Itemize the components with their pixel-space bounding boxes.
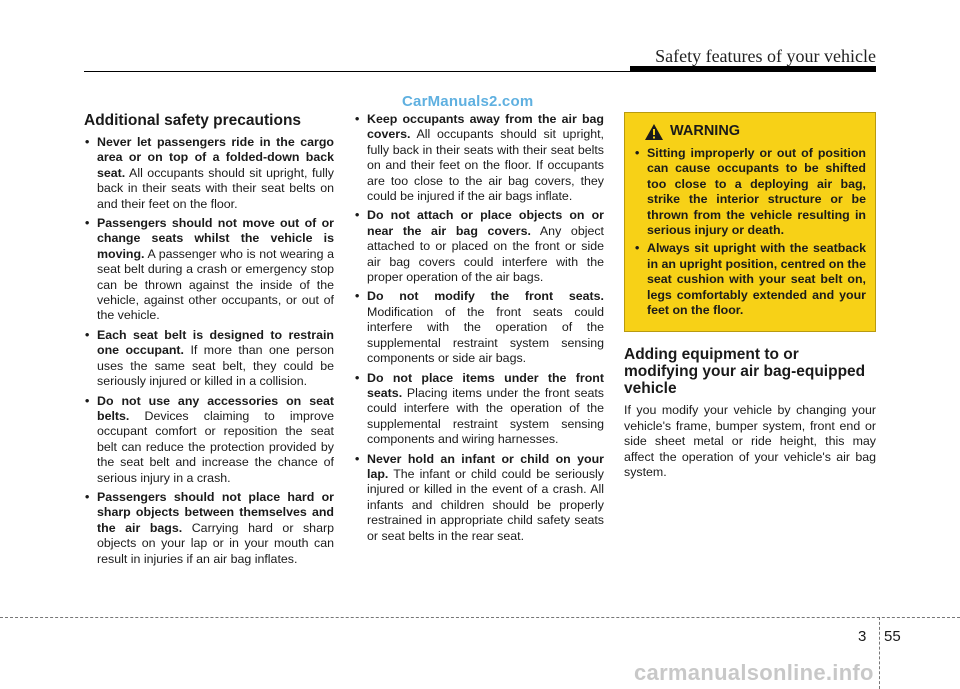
list-item: • Sitting improperly or out of position can cause occupants to be shifted too close to a deploying air bag, strike the interior structure or be thrown from the vehicle resulting in serious injury or death. bbox=[634, 146, 866, 238]
item-bold: Do not use any accessories on seat belts. bbox=[97, 393, 334, 423]
warning-list bbox=[634, 146, 866, 318]
item-bold: Never hold an infant or child on your lap. bbox=[367, 451, 604, 481]
list-item bbox=[84, 216, 334, 324]
header-title: Safety features of your vehicle bbox=[655, 46, 876, 66]
watermark-bottom: carmanualsonline.info bbox=[634, 660, 874, 685]
item-bold: Each seat belt is designed to restrain one occupant. bbox=[97, 327, 334, 358]
column-right bbox=[624, 112, 876, 481]
watermark-link[interactable]: CarManuals2.com bbox=[402, 93, 534, 110]
warning-header bbox=[644, 123, 866, 141]
header-rule-bold bbox=[630, 66, 876, 72]
item-bold: Do not modify the front seats. bbox=[367, 289, 604, 304]
item-bold: Never let passengers ride in the cargo area or on top of a folded-down back seat. bbox=[97, 135, 334, 180]
precautions-list bbox=[84, 135, 334, 567]
item-text: A passenger who is not wearing a seat belt during a crash or emergency stop can be thrown against the inside of the vehicle, against other occupants, or out of the vehicle. bbox=[97, 246, 334, 323]
list-item bbox=[84, 490, 334, 567]
item-text: Carrying hard or sharp objects on your lap or in your mouth can result in injuries if an air bag inflates. bbox=[97, 520, 334, 566]
item-bold: Passengers should not move out of or change seats whilst the vehicle is moving. bbox=[97, 216, 334, 261]
item-text: Modification of the front seats could interfere with the operation of the supplemental restraint system sensing components or side air bags. bbox=[367, 304, 604, 366]
warning-title: WARNING bbox=[670, 123, 741, 140]
warning-box bbox=[624, 112, 876, 332]
list-item: • Always sit upright with the seatback in an upright position, centred on the seat cushion with your seat belt on, legs comfortably extended and your feet on the floor. bbox=[634, 241, 866, 318]
list-item bbox=[84, 328, 334, 390]
column-left bbox=[84, 112, 334, 571]
item-bold: Keep occupants away from the air bag covers. bbox=[367, 112, 604, 142]
header-rule bbox=[84, 71, 634, 72]
section-heading-adding-equipment: Adding equipment to or modifying your air bag-equipped vehicle bbox=[624, 346, 866, 398]
item-text: Placing items under the front seats could interfere with the operation of the supplemental restraint system sensing components and wiring harnesses. bbox=[367, 385, 604, 447]
page-number: 55 bbox=[884, 628, 901, 645]
item-bold: Do not attach or place objects on or near the air bag covers. bbox=[367, 208, 604, 238]
item-text: Devices claiming to improve occupant comfort or reposition the seat belt can reduce the protection provided by the seat belt and increase the chance of serious injury in a crash. bbox=[97, 408, 334, 485]
airbag-precautions-list bbox=[354, 112, 604, 544]
section-heading-safety-precautions: Additional safety precautions bbox=[84, 112, 302, 129]
list-item bbox=[354, 371, 604, 448]
list-item bbox=[354, 452, 604, 544]
chapter-number: 3 bbox=[858, 628, 867, 645]
list-item bbox=[84, 135, 334, 212]
item-text: All occupants should sit upright, fully back in their seats with their seat belts on and their feet on the floor. bbox=[97, 165, 334, 211]
item-text: The infant or child could be seriously injured or killed in the event of a crash. All infants and children should be properly restrained in appropriate child safety seats or seat belts in the rear seat. bbox=[367, 466, 604, 543]
item-bold: Do not place items under the front seats. bbox=[367, 370, 604, 400]
list-item bbox=[354, 208, 604, 285]
list-item bbox=[84, 394, 334, 486]
list-item bbox=[354, 289, 604, 366]
item-text: If more than one person uses the same seat belt, they could be seriously injured or killed in a collision. bbox=[97, 343, 334, 389]
item-text: All occupants should sit upright, fully back in their seats with their seat belts on and their feet on the floor. If occupants are too close to the air bag covers, they could be injured if the air bags inflate. bbox=[367, 127, 604, 204]
item-bold: Passengers should not place hard or sharp objects between themselves and the air bags. bbox=[97, 489, 334, 535]
body-paragraph: If you modify your vehicle by changing your vehicle's frame, bumper system, front end or side sheet metal or ride height, this may affect the operation of your vehicle's air bag system. bbox=[624, 403, 876, 480]
footer-rule bbox=[0, 617, 960, 618]
warning-triangle-icon bbox=[644, 123, 664, 141]
page-number-divider bbox=[879, 617, 880, 689]
item-text: Any object attached to or placed on the front or side air bag covers could interfere with the proper operation of the air bags. bbox=[367, 223, 604, 285]
list-item bbox=[354, 112, 604, 204]
column-middle bbox=[354, 112, 604, 548]
